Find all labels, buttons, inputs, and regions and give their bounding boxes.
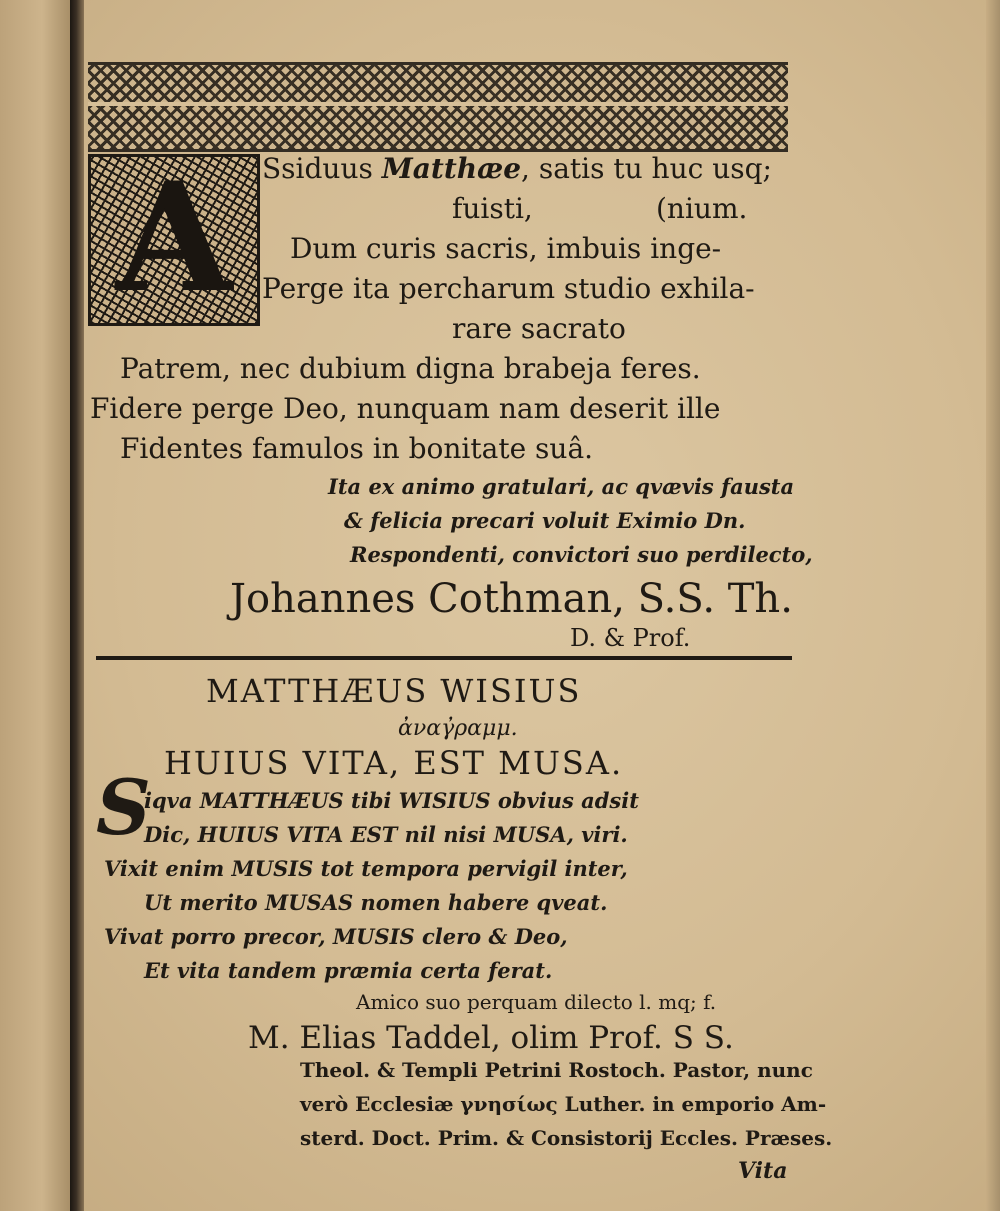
- dedication-line-1: Ita ex animo gratulari, ac qvævis fausta: [328, 474, 795, 499]
- decorated-initial: [88, 154, 260, 326]
- author-taddel-line-3: sterd. Doct. Prim. & Consistorij Eccles. Præses.: [300, 1126, 833, 1150]
- left-page-edge: [0, 0, 70, 1211]
- poem2-line-6: Et vita tandem præmia certa ferat.: [144, 958, 553, 983]
- poem1-line-6: Patrem, nec dubium digna brabeja feres.: [120, 352, 701, 385]
- poem2-big-initial: S: [96, 763, 151, 852]
- author-taddel-line-2: verò Ecclesiæ γνησίως Luther. in emporio Am-: [300, 1092, 827, 1116]
- right-page-edge: [986, 0, 1000, 1211]
- ornament-divider: [88, 102, 788, 106]
- poem1-line-8: Fidentes famulos in bonitate suâ.: [120, 432, 594, 465]
- anagram-text: HUIUS VITA, EST MUSA.: [164, 744, 624, 782]
- poem1-line-7: Fidere perge Deo, nunquam nam deserit ille: [90, 392, 721, 425]
- book-gutter: [70, 0, 84, 1211]
- poem1-line-2b: (nium.: [656, 192, 748, 225]
- poem2-line-5: Vivat porro precor, MUSIS clero & Deo,: [104, 924, 568, 949]
- author-cothman: Johannes Cothman, S.S. Th.: [230, 576, 793, 622]
- poem2-line-3: Vixit enim MUSIS tot tempora pervigil inter,: [104, 856, 628, 881]
- line1-name: Matthæe: [381, 152, 522, 185]
- poem1-line-1: [262, 152, 772, 186]
- section-rule: [96, 656, 792, 660]
- ornamental-header-band: [88, 62, 788, 152]
- author-cothman-title: D. & Prof.: [570, 624, 691, 652]
- poem1-line-4: Perge ita percharum studio exhila-: [262, 272, 755, 305]
- line1-start: Ssiduus: [262, 152, 382, 185]
- poem1-line-2: fuisti,: [452, 192, 533, 225]
- poem1-line-3: Dum curis sacris, imbuis inge-: [290, 232, 722, 265]
- poem2-line-2: Dic, HUIUS VITA EST nil nisi MUSA, viri.: [144, 822, 628, 847]
- dedication-line-3: Respondenti, convictori suo perdilecto,: [350, 542, 813, 567]
- poem2-line-4: Ut merito MUSAS nomen habere qveat.: [144, 890, 608, 915]
- subscription: Amico suo perquam dilecto l. mq; f.: [356, 990, 717, 1014]
- poem2-line-1: iqva MATTHÆUS tibi WISIUS obvius adsit: [144, 788, 639, 813]
- initial-letter: A: [115, 154, 233, 326]
- line1-end: , satis tu huc usq;: [521, 152, 772, 185]
- dedication-line-2: & felicia precari voluit Eximio Dn.: [344, 508, 746, 533]
- poem2-heading: MATTHÆUS WISIUS: [206, 672, 582, 710]
- author-taddel: M. Elias Taddel, olim Prof. S S.: [248, 1020, 734, 1056]
- anagram-label: ἀναγ̓ραμμ.: [398, 716, 518, 741]
- catchword: Vita: [738, 1158, 788, 1184]
- author-taddel-line-1: Theol. & Templi Petrini Rostoch. Pastor, nunc: [300, 1058, 813, 1082]
- poem1-line-5: rare sacrato: [452, 312, 626, 345]
